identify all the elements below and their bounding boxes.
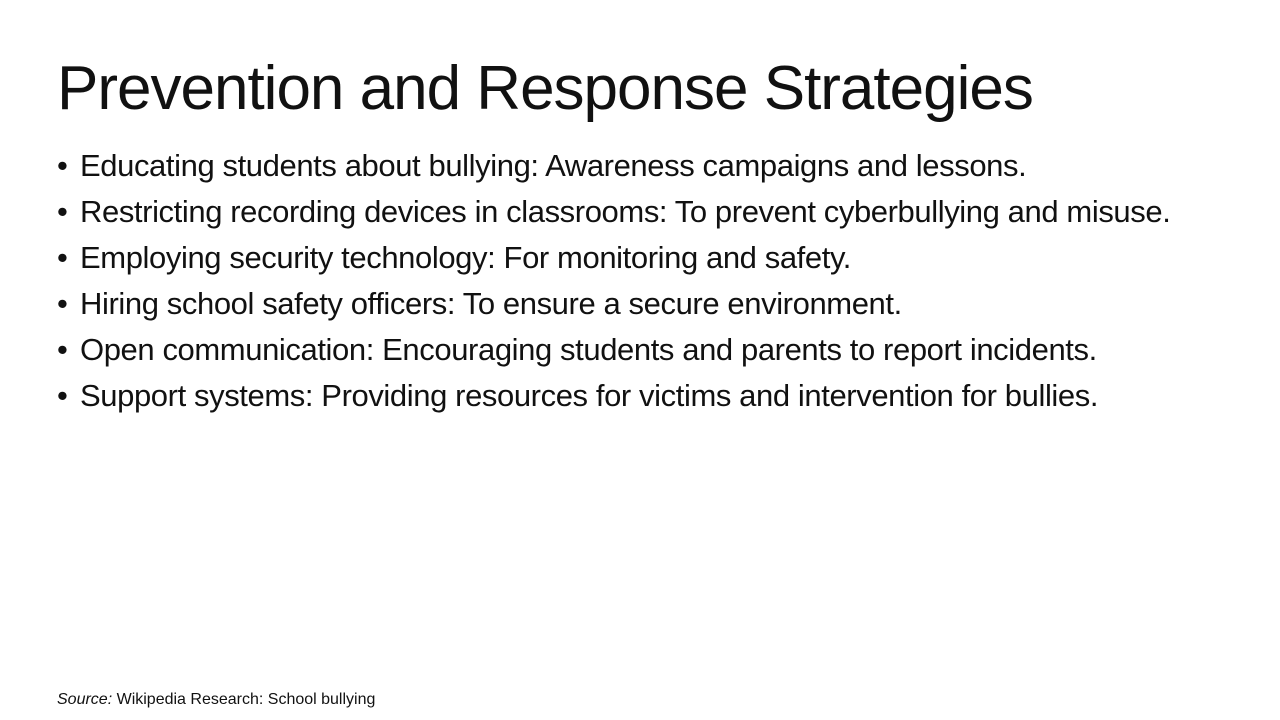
bullet-text: Employing security technology: For monitoring and safety.	[80, 240, 851, 275]
bullet-text: Hiring school safety officers: To ensure a secure environment.	[80, 286, 902, 321]
source-label: Source:	[57, 691, 113, 708]
bullet-icon: •	[57, 194, 68, 229]
bullet-text: Educating students about bullying: Awareness campaigns and lessons.	[80, 148, 1027, 183]
bullet-item	[57, 285, 1207, 323]
bullet-item	[57, 193, 1207, 231]
bullet-item	[57, 377, 1207, 415]
bullet-item	[57, 147, 1207, 185]
bullet-icon: •	[57, 332, 68, 367]
bullet-text: Restricting recording devices in classrooms: To prevent cyberbullying and misuse.	[80, 194, 1171, 229]
source-text: Wikipedia Research: School bullying	[116, 691, 376, 708]
bullet-icon: •	[57, 240, 68, 275]
bullet-icon: •	[57, 378, 68, 413]
bullet-item	[57, 239, 1207, 277]
bullet-list	[57, 147, 1207, 423]
bullet-item	[57, 331, 1207, 369]
bullet-icon: •	[57, 286, 68, 321]
bullet-text: Open communication: Encouraging students and parents to report incidents.	[80, 332, 1097, 367]
slide-title: Prevention and Response Strategies	[57, 54, 1033, 123]
source-footer	[57, 690, 375, 710]
bullet-icon: •	[57, 148, 68, 183]
bullet-text: Support systems: Providing resources for victims and intervention for bullies.	[80, 378, 1099, 413]
